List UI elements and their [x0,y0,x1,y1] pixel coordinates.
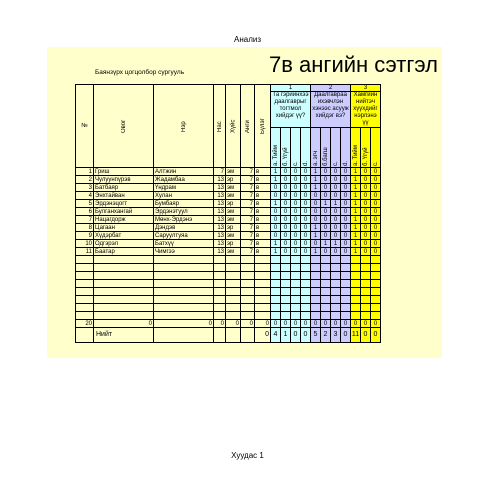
row-answer: 1 [271,168,281,176]
col-header-num: № [76,85,94,168]
table-row [76,224,381,232]
row-answer: 1 [351,216,361,224]
row-answer: 0 [341,168,351,176]
row-answer: 1 [311,168,321,176]
row-answer: 0 [361,248,371,256]
row-answer: 0 [341,208,351,216]
row-answer: 1 [351,176,361,184]
row-answer: 0 [321,216,331,224]
row-group: в [255,200,271,208]
row-gender: эм [226,168,241,176]
row-surname: Энхтайван [94,192,154,200]
row-answer: 0 [281,240,291,248]
row-answer: 1 [351,232,361,240]
row-group: в [255,176,271,184]
row-answer: 0 [271,184,281,192]
row-num: 6 [76,208,94,216]
table-row [76,200,381,208]
row-surname: Цагаан [94,224,154,232]
row-answer: 0 [281,192,291,200]
col-header-age: Нас [214,85,226,168]
question-1-text: Та гэрийнхээ даалгаврыг тогтмол хийдэг үү? [271,92,311,128]
row-group: в [255,192,271,200]
row-name: Үндрам [154,184,214,192]
row-num: 5 [76,200,94,208]
row-answer: 0 [281,200,291,208]
row-age: 13 [214,192,226,200]
row-gender: эр [226,240,241,248]
row-num: 10 [76,240,94,248]
row-age: 13 [214,232,226,240]
row-answer: 1 [351,224,361,232]
row-age: 13 [214,240,226,248]
row-gender: эм [226,208,241,216]
row-gender: эм [226,184,241,192]
row-age: 13 [214,200,226,208]
row-answer: 1 [311,176,321,184]
row-answer: 0 [321,184,331,192]
row-answer: 1 [321,200,331,208]
row-class: 7 [241,240,255,248]
row-group: в [255,216,271,224]
row-answer: 0 [311,192,321,200]
row-answer: 0 [281,232,291,240]
row-age: 13 [214,176,226,184]
row-answer: 1 [351,200,361,208]
row-surname: Батбаяр [94,184,154,192]
row-class: 7 [241,200,255,208]
row-answer: 0 [361,200,371,208]
row-age: 13 [214,248,226,256]
empty-row [76,272,381,280]
table-row [76,184,381,192]
row-surname: Гриш [94,168,154,176]
summary-name: 0 [154,320,214,328]
row-answer: 0 [291,192,301,200]
row-class: 7 [241,192,255,200]
table-row [76,248,381,256]
row-surname: Чулуунпүрэв [94,176,154,184]
q1-option-b: б. Үгүй [281,128,291,168]
row-answer: 1 [351,240,361,248]
row-num: 7 [76,216,94,224]
total-answer: 5 [311,328,321,343]
row-answer: 0 [291,208,301,216]
row-group: в [255,240,271,248]
row-group: в [255,224,271,232]
row-answer: 1 [311,184,321,192]
row-answer: 1 [351,168,361,176]
question-2-number: 2 [311,85,351,92]
q2-option-a: а. эгч [311,128,321,168]
row-group: в [255,232,271,240]
row-gender: эм [226,232,241,240]
total-label: Нийт [94,328,154,343]
row-answer: 0 [311,216,321,224]
q3-option-a: а. Тийм [351,128,361,168]
row-answer: 0 [301,232,311,240]
summary-answer: 0 [271,320,281,328]
row-answer: 0 [361,224,371,232]
row-group: в [255,248,271,256]
row-answer: 0 [321,176,331,184]
empty-row [76,264,381,272]
row-answer: 1 [311,232,321,240]
survey-table [75,84,381,343]
summary-answer: 0 [371,320,381,328]
summary-num: 20 [76,320,94,328]
row-answer: 0 [291,248,301,256]
row-answer: 0 [301,168,311,176]
row-gender: эм [226,248,241,256]
q2-option-b: б.багш [321,128,331,168]
row-answer: 0 [331,232,341,240]
question-3-text: Хамгийн нийтэч хүүхдийг нэрлэнэ үү [351,92,381,128]
row-answer: 0 [341,192,351,200]
row-answer: 0 [281,176,291,184]
row-answer: 0 [371,168,381,176]
summary-answer: 0 [361,320,371,328]
row-gender: эм [226,192,241,200]
summary-answer: 0 [281,320,291,328]
row-answer: 0 [281,224,291,232]
row-name: Дэндэв [154,224,214,232]
row-answer: 0 [301,224,311,232]
row-answer: 1 [331,200,341,208]
row-answer: 0 [291,176,301,184]
row-answer: 0 [291,200,301,208]
col-header-surname: Овог [94,85,154,168]
row-answer: 0 [341,200,351,208]
row-gender: эр [226,224,241,232]
total-row [76,328,381,343]
table-row [76,208,381,216]
row-class: 7 [241,208,255,216]
row-answer: 0 [341,248,351,256]
col-header-name: Нэр [154,85,214,168]
row-answer: 0 [291,224,301,232]
table-row [76,240,381,248]
row-answer: 0 [361,216,371,224]
row-answer: 0 [321,192,331,200]
row-answer: 0 [341,240,351,248]
q2-option-c: с. [331,128,341,168]
row-num: 1 [76,168,94,176]
sheet-title: 7в ангийн сэтгэл [269,52,438,77]
row-name: Бумбаяр [154,200,214,208]
row-surname: Хүдэрбат [94,232,154,240]
question-1-number: 1 [271,85,311,92]
row-answer: 0 [321,208,331,216]
row-answer: 0 [371,192,381,200]
total-answer: 11 [351,328,361,343]
summary-answer: 0 [301,320,311,328]
row-answer: 0 [271,192,281,200]
empty-row [76,280,381,288]
row-answer: 0 [291,168,301,176]
row-answer: 0 [321,248,331,256]
summary-age: 0 [214,320,226,328]
row-class: 7 [241,216,255,224]
row-answer: 0 [271,232,281,240]
row-answer: 0 [321,168,331,176]
total-answer: 1 [281,328,291,343]
row-gender: эр [226,200,241,208]
table-row [76,216,381,224]
row-num: 11 [76,248,94,256]
row-num: 3 [76,184,94,192]
table-row [76,232,381,240]
summary-row [76,320,381,328]
row-name: Мөнх-Эрдэнэ [154,216,214,224]
row-answer: 0 [331,168,341,176]
summary-gender: 0 [226,320,241,328]
row-answer: 1 [351,208,361,216]
row-num: 9 [76,232,94,240]
total-answer: 2 [321,328,331,343]
row-answer: 0 [361,240,371,248]
row-answer: 1 [271,200,281,208]
row-name: Алтжин [154,168,214,176]
row-num: 4 [76,192,94,200]
col-header-class: Анги [241,85,255,168]
row-answer: 0 [311,208,321,216]
empty-row [76,288,381,296]
row-answer: 1 [331,240,341,248]
total-answer: 0 [371,328,381,343]
row-answer: 0 [341,232,351,240]
row-answer: 1 [311,248,321,256]
row-surname: Булганхангай [94,208,154,216]
student-rows [76,168,381,256]
row-age: 13 [214,184,226,192]
row-surname: Одгэрэл [94,240,154,248]
row-answer: 0 [331,224,341,232]
total-answer: 0 [341,328,351,343]
row-age: 13 [214,224,226,232]
row-name: Батхүү [154,240,214,248]
row-answer: 0 [331,216,341,224]
q2-option-d: d. [341,128,351,168]
q3-option-c: с. [371,128,381,168]
q1-option-a: а. Тийм [271,128,281,168]
row-group: в [255,208,271,216]
q3-option-b: б. Үгүй [361,128,371,168]
row-surname: Эрдэнэцогт [94,200,154,208]
school-name: Баянзүрх цогцолбор сургууль [95,69,185,76]
row-answer: 1 [351,184,361,192]
total-answer: 4 [271,328,281,343]
question-2-text: Даалгавраа ихэвчлэн хэнээс асууж хийдэг вэ? [311,92,351,128]
row-answer: 0 [281,216,291,224]
table-row [76,168,381,176]
row-answer: 0 [291,232,301,240]
table-row [76,192,381,200]
row-answer: 0 [301,176,311,184]
q1-option-d: d. [301,128,311,168]
summary-answer: 0 [351,320,361,328]
row-answer: 0 [341,184,351,192]
row-name: Саруултуяа [154,232,214,240]
row-answer: 0 [371,232,381,240]
row-class: 7 [241,184,255,192]
row-answer: 0 [301,208,311,216]
row-answer: 0 [301,200,311,208]
row-answer: 0 [361,168,371,176]
total-answer: 0 [301,328,311,343]
table-row [76,176,381,184]
row-answer: 0 [281,184,291,192]
row-answer: 0 [321,224,331,232]
row-answer: 1 [271,176,281,184]
row-age: 7 [214,168,226,176]
row-answer: 1 [271,240,281,248]
summary-answer: 0 [331,320,341,328]
row-answer: 0 [371,224,381,232]
row-answer: 0 [331,184,341,192]
row-answer: 0 [371,248,381,256]
row-answer: 1 [351,192,361,200]
empty-rows [76,256,381,320]
row-num: 2 [76,176,94,184]
row-answer: 0 [361,208,371,216]
row-answer: 0 [341,224,351,232]
row-answer: 0 [281,168,291,176]
row-answer: 0 [291,184,301,192]
row-answer: 0 [311,200,321,208]
row-answer: 0 [331,192,341,200]
row-num: 8 [76,224,94,232]
total-answer: 3 [331,328,341,343]
row-answer: 0 [331,176,341,184]
row-answer: 0 [311,240,321,248]
row-answer: 0 [301,184,311,192]
total-answer: 0 [291,328,301,343]
total-group: 0 [255,328,271,343]
summary-surname: 0 [94,320,154,328]
row-age: 13 [214,208,226,216]
row-answer: 0 [371,216,381,224]
empty-row [76,312,381,320]
row-group: в [255,168,271,176]
page-footer: Хуудас 1 [231,451,264,460]
row-class: 7 [241,232,255,240]
summary-answer: 0 [321,320,331,328]
row-answer: 1 [321,240,331,248]
row-name: Жадамбаа [154,176,214,184]
row-answer: 0 [271,224,281,232]
row-answer: 0 [291,216,301,224]
row-answer: 0 [341,216,351,224]
summary-class: 0 [241,320,255,328]
empty-row [76,256,381,264]
row-group: в [255,184,271,192]
row-answer: 0 [361,176,371,184]
row-answer: 0 [371,240,381,248]
row-answer: 0 [301,240,311,248]
col-header-group: Бүлэг [255,85,271,168]
row-age: 13 [214,216,226,224]
row-answer: 0 [331,208,341,216]
row-surname: Нацагдорж [94,216,154,224]
row-answer: 0 [301,192,311,200]
row-name: Хулан [154,192,214,200]
summary-answer: 0 [341,320,351,328]
row-answer: 0 [371,176,381,184]
row-answer: 0 [371,200,381,208]
q1-option-c: с. [291,128,301,168]
question-3-number: 3 [351,85,381,92]
row-answer: 0 [371,184,381,192]
col-header-gender: Хүйс [226,85,241,168]
row-answer: 0 [361,232,371,240]
summary-group: 0 [255,320,271,328]
page-header: Анализ [233,35,261,44]
row-surname: Баатар [94,248,154,256]
row-answer: 0 [281,208,291,216]
row-answer: 1 [351,248,361,256]
row-answer: 1 [311,224,321,232]
row-answer: 0 [341,176,351,184]
summary-answer: 0 [311,320,321,328]
total-answer: 0 [361,328,371,343]
row-answer: 0 [301,216,311,224]
row-answer: 0 [271,208,281,216]
row-class: 7 [241,224,255,232]
row-answer: 0 [301,248,311,256]
row-gender: эм [226,216,241,224]
row-answer: 0 [371,208,381,216]
row-answer: 0 [281,248,291,256]
row-answer: 0 [361,184,371,192]
row-answer: 0 [331,248,341,256]
row-name: Эрдэнэтуул [154,208,214,216]
row-answer: 0 [291,240,301,248]
empty-row [76,296,381,304]
spreadsheet-sheet [47,47,442,358]
row-answer: 0 [361,192,371,200]
row-class: 7 [241,248,255,256]
row-answer: 0 [271,216,281,224]
row-name: Чимгээ [154,248,214,256]
empty-row [76,304,381,312]
row-gender: эр [226,176,241,184]
row-class: 7 [241,168,255,176]
summary-answer: 0 [291,320,301,328]
row-answer: 1 [271,248,281,256]
row-answer: 0 [321,232,331,240]
row-class: 7 [241,176,255,184]
